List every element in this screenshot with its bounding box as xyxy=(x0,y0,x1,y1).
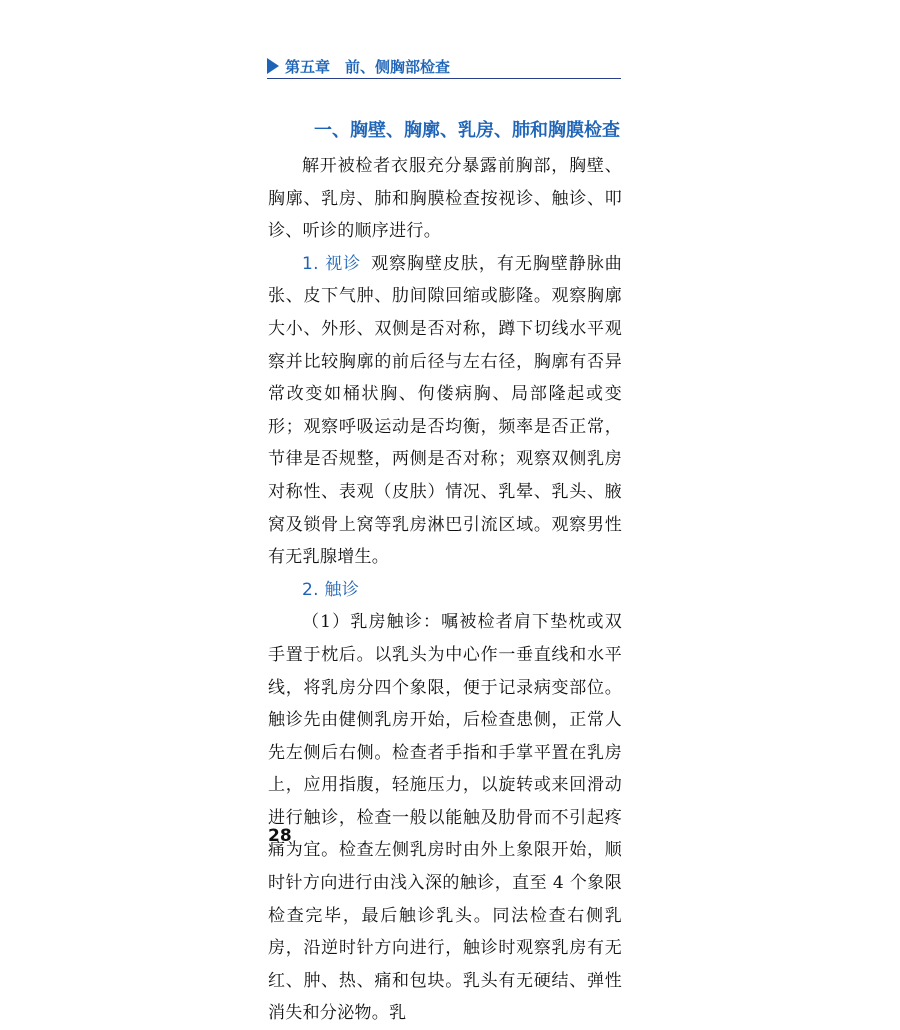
palpation-paragraph: （1）乳房触诊：嘱被检者肩下垫枕或双手置于枕后。以乳头为中心作一垂直线和水平线，将乳房分四个象限，便于记录病变部位。触诊先由健侧乳房开始，后检查患侧，正常人先左侧后右侧。检查者手指和手掌平置在乳房上，应用指腹，轻施压力，以旋转或来回滑动进行触诊，检查一般以能触及肋骨而不引起疼痛为宜。检查左侧乳房时由外上象限开始，顺时针方向进行由浅入深的触诊，直至 4 个象限检查完毕，最后触诊乳头。同法检查右侧乳房，沿逆时针方向进行，触诊时观察乳房有无红、肿、热、痛和包块。乳头有无硬结、弹性消失和分泌物。乳 xyxy=(268,612,622,1024)
page-number: 28 xyxy=(268,826,292,846)
inspection-label: 1. 视诊 xyxy=(302,253,362,274)
inspection-text: 观察胸壁皮肤，有无胸壁静脉曲张、皮下气肿、肋间隙回缩或膨隆。观察胸廓大小、外形、双侧是否对称，蹲下切线水平观察并比较胸廓的前后径与左右径，胸廓有否异常改变如桶状胸、佝偻病胸、局部隆起或变形；观察呼吸运动是否均衡，频率是否正常，节律是否规整，两侧是否对称；观察双侧乳房对称性、表观（皮肤）情况、乳晕、乳头、腋窝及锁骨上窝等乳房淋巴引流区域。观察男性有无乳腺增生。 xyxy=(268,253,622,568)
intro-paragraph: 解开被检者衣服充分暴露前胸部，胸壁、胸廓、乳房、肺和胸膜检查按视诊、触诊、叩诊、听诊的顺序进行。 xyxy=(268,156,622,242)
chapter-title: 第五章 前、侧胸部检查 xyxy=(285,58,451,76)
running-header xyxy=(267,56,621,79)
section-title: 一、胸壁、胸廓、乳房、肺和胸膜检查 xyxy=(314,120,620,141)
inspection-paragraph xyxy=(268,248,622,574)
palpation-heading: 2. 触诊 xyxy=(302,579,360,600)
body-text xyxy=(268,150,622,1030)
triangle-marker-icon xyxy=(267,58,279,74)
